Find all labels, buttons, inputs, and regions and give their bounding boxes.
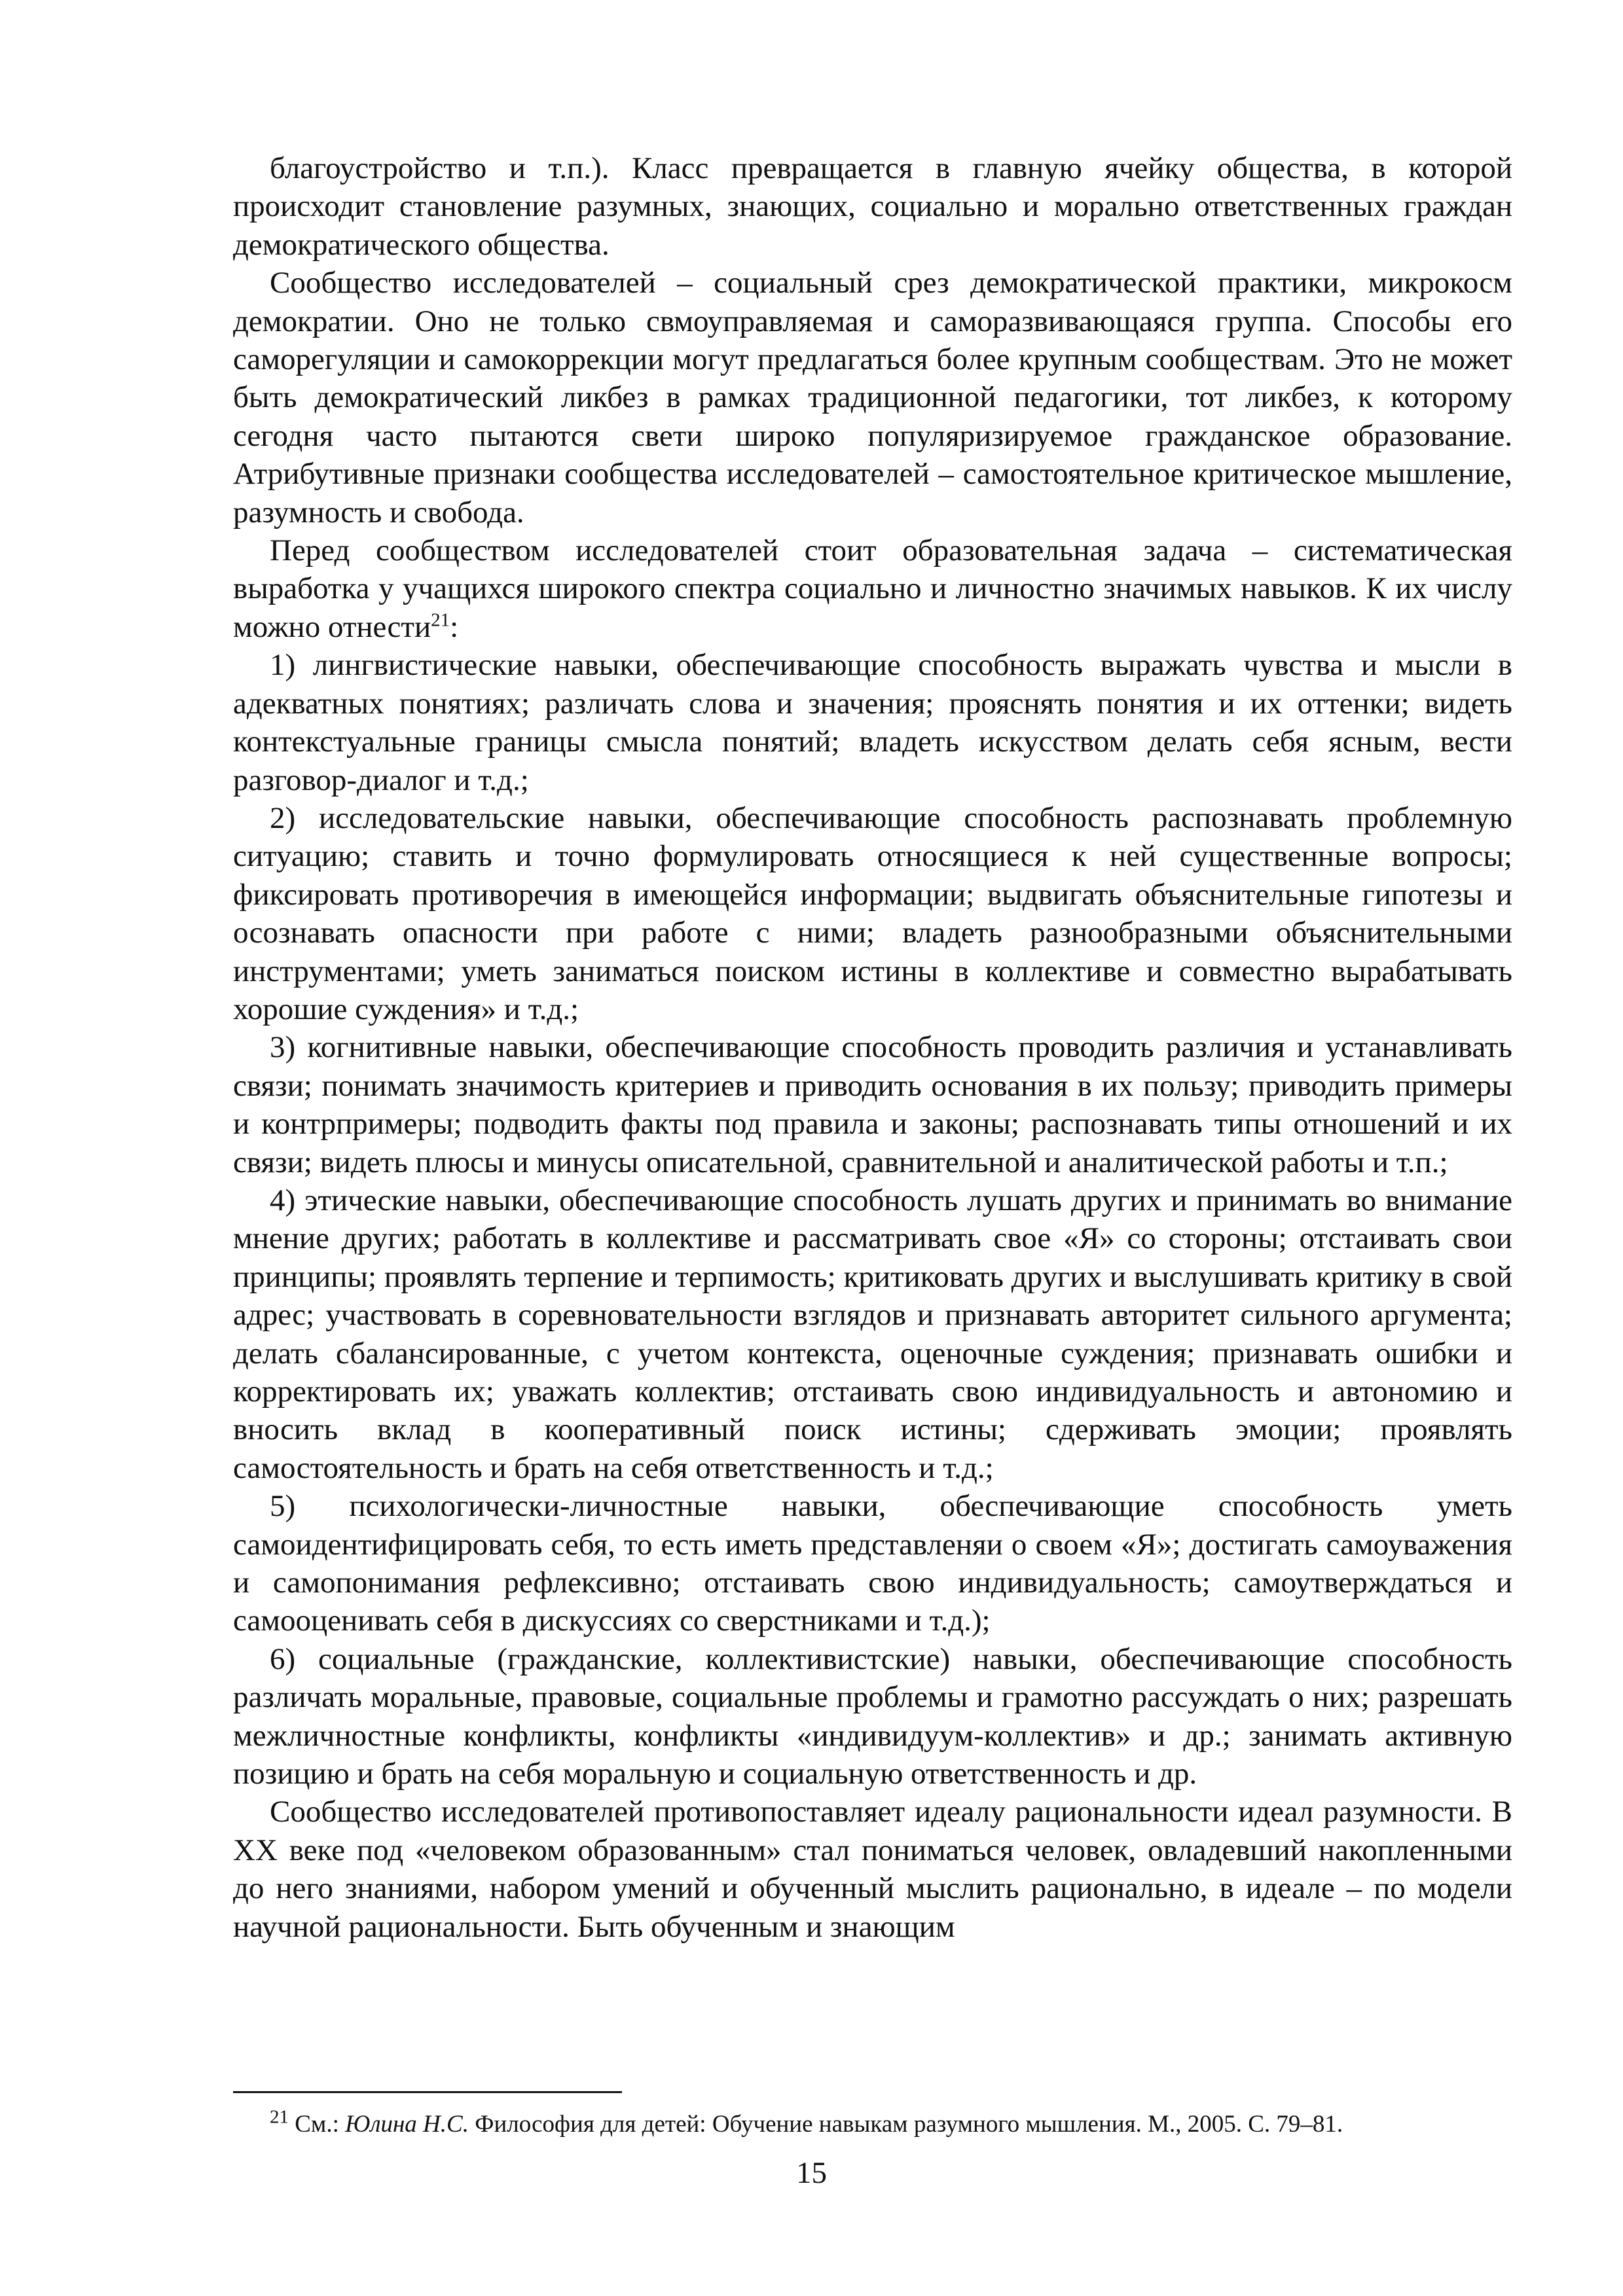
list-item-psychological: 5) психологически-личностные навыки, обеспечивающие способность уметь самоидентифицировать себя, то есть иметь представленяи о своем «Я»; достигать самоуважения и самопонимания рефлексивно; отстаивать свою индивидуальность; самоутверждаться и самооценивать себя в дискуссиях со сверстниками и т.д.); bbox=[233, 1489, 1512, 1638]
main-text bbox=[233, 149, 1512, 1946]
footnote-number: 21 bbox=[270, 2106, 289, 2128]
page-number: 15 bbox=[796, 2156, 827, 2190]
paragraph-community: Сообщество исследователей – социальный срез демократической практики, микрокосм демократии. Оно не только свмоуправляемая и саморазвивающаяся группа. Способы его саморегуляции и самокоррекции могут предлагаться более крупным сообществам. Это не может быть демократический ликбез в рамках традиционной педагогики, тот ликбез, к которому сегодня часто пытаются свети широко популяризируемое гражданское образование. Атрибутивные признаки сообщества исследователей – самостоятельное критическое мышление, разумность и свобода. bbox=[233, 266, 1512, 529]
paragraph-educational-task-text: Перед сообществом исследователей стоит образовательная задача – систематическая выработка у учащихся широкого спектра социально и личностно значимых навыков. К их числу можно отнести bbox=[233, 533, 1512, 644]
paragraph-educational-task bbox=[233, 531, 1512, 646]
list-item-linguistic: 1) лингвистические навыки, обеспечивающие способность выражать чувства и мысли в адекватных понятиях; различать слова и значения; прояснять понятия и их оттенки; видеть контекстуальные границы смысла понятий; владеть искусством делать себя ясным, вести разговор-диалог и т.д.; bbox=[233, 648, 1512, 797]
paragraph-rationality: Сообщество исследователей противопоставляет идеалу рациональности идеал разумности. В XX веке под «человеком образованным» стал пониматься человек, овладевший накопленными до него знаниями, набором умений и обученный мыслить рационально, в идеале – по модели научной рациональности. Быть обученным и знающим bbox=[233, 1795, 1512, 1944]
footnote-reference: 21 bbox=[431, 609, 450, 631]
list-item-social: 6) социальные (гражданские, коллективистские) навыки, обеспечивающие способность различать моральные, правовые, социальные проблемы и грамотно рассуждать о них; разрешать межличностные конфликты, конфликты «индивидуум-коллектив» и др.; занимать активную позицию и брать на себя моральную и социальную ответственность и др. bbox=[233, 1641, 1512, 1791]
footnote-citation: Философия для детей: Обучение навыкам разумного мышления. М., 2005. С. 79–81. bbox=[468, 2111, 1343, 2138]
list-item-ethical: 4) этические навыки, обеспечивающие способность лушать других и принимать во внимание мнение других; работать в коллективе и рассматривать свое «Я» со стороны; отстаивать свои принципы; проявлять терпение и терпимость; критиковать других и выслушивать критику в свой адрес; участвовать в соревновательности взглядов и признавать авторитет сильного аргумента; делать сбалансированные, с учетом контекста, оценочные суждения; признавать ошибки и корректировать их; уважать коллектив; отстаивать свою индивидуальность и автономию и вносить вклад в кооперативный поиск истины; сдерживать эмоции; проявлять самостоятельность и брать на себя ответственность и т.д.; bbox=[233, 1183, 1512, 1485]
list-item-research: 2) исследовательские навыки, обеспечивающие способность распознавать проблемную ситуацию; ставить и точно формулировать относящиеся к ней существенные вопросы; фиксировать противоречия в имеющейся информации; выдвигать объяснительные гипотезы и осознавать опасности при работе с ними; владеть разнообразными объяснительными инструментами; уметь заниматься поиском истины в коллективе и совместно вырабатывать хорошие суждения» и т.д.; bbox=[233, 800, 1512, 1026]
footnote-prefix: См.: bbox=[289, 2111, 346, 2138]
paragraph-educational-task-colon: : bbox=[450, 609, 459, 644]
footnote-author: Юлина Н.С. bbox=[345, 2111, 469, 2138]
paragraph-continuation: благоустройство и т.п.). Класс превращается в главную ячейку общества, в которой происходит становление разумных, знающих, социально и морально ответственных граждан демократического общества. bbox=[233, 151, 1512, 262]
footnote bbox=[270, 2106, 1512, 2140]
footnote-divider bbox=[233, 2091, 622, 2093]
list-item-cognitive: 3) когнитивные навыки, обеспечивающие способность проводить различия и устанавливать связи; понимать значимость критериев и приводить основания в их пользу; приводить примеры и контрпримеры; подводить факты под правила и законы; распознавать типы отношений и их связи; видеть плюсы и минусы описательной, сравнительной и аналитической работы и т.п.; bbox=[233, 1030, 1512, 1179]
